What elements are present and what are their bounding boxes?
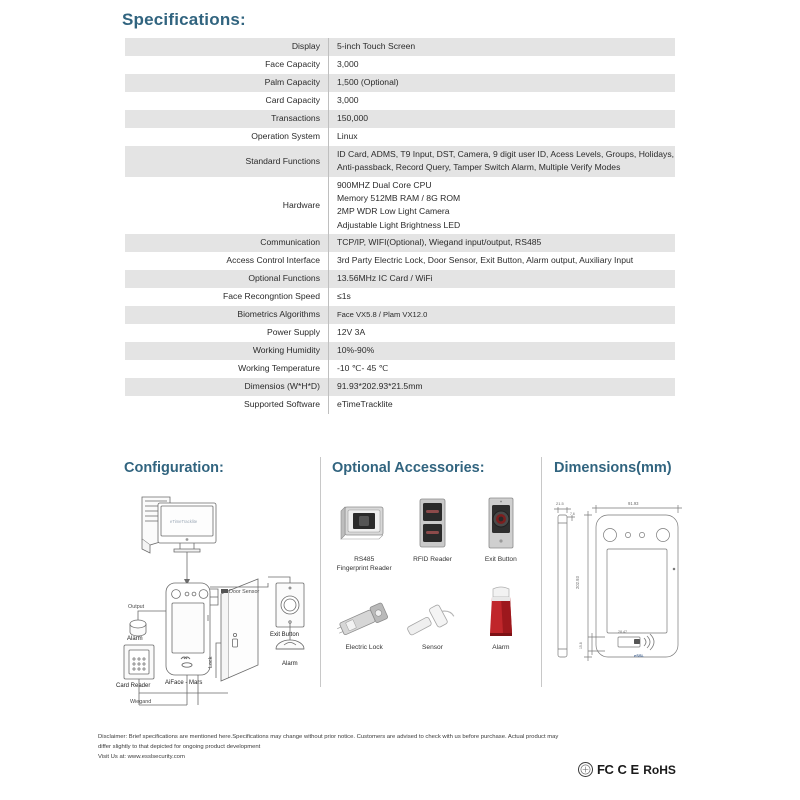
spec-row-label: Communication — [260, 237, 320, 248]
accessory-caption: Exit Button — [484, 556, 517, 563]
config-label-wiegand: Wiegand — [130, 699, 152, 705]
spec-value-line: 5-inch Touch Screen — [337, 41, 416, 52]
config-label-lock: Lock — [208, 656, 214, 668]
alarm-siren-icon — [467, 579, 535, 641]
accessory-item[interactable] — [467, 491, 535, 573]
spec-row-value — [329, 234, 676, 252]
spec-value-line: 91.93*202.93*21.5mm — [337, 381, 423, 392]
dim-height-label: 202.93 — [575, 576, 580, 589]
panel-divider-right — [541, 457, 542, 687]
fcc-logo: FC — [597, 762, 614, 777]
spec-row — [125, 38, 675, 56]
accessory-caption: RFID Reader — [413, 556, 452, 563]
spec-row-label: Standard Functions — [245, 155, 320, 166]
spec-row-label: Power Supply — [266, 327, 320, 338]
spec-row-label: Optional Functions — [248, 273, 320, 284]
dim-depth-sub: 7.6 — [570, 512, 575, 516]
config-label-alarm-right: Alarm — [282, 661, 298, 667]
spec-row-value — [329, 110, 676, 128]
spec-row — [125, 146, 675, 177]
footer-disclaimer — [98, 733, 708, 760]
accessory-caption: Electric Lock — [345, 644, 383, 652]
accessories-grid — [330, 491, 535, 653]
spec-row — [125, 56, 675, 74]
dim-rfid-label: 28.47 — [618, 630, 627, 634]
spec-value-line: 2MP WDR Low Light Camera — [337, 206, 450, 217]
disclaimer-line-1: Disclaimer: Brief specifications are mentioned here.Specifications may change without prior notice. Customers are advised to check with us before purchase. Actual product may — [98, 734, 559, 740]
accessory-item[interactable] — [330, 491, 398, 573]
spec-value-line: eTimeTracklite — [337, 399, 393, 410]
spec-row-value — [329, 288, 676, 306]
electric-lock-icon — [330, 579, 398, 641]
spec-row-label: Working Temperature — [238, 363, 320, 374]
spec-row-value — [329, 360, 676, 378]
dim-width-label: 91.93 — [628, 501, 639, 506]
dim-bottom-label: 15.8 — [579, 642, 583, 649]
spec-row-label: Working Humidity — [252, 345, 320, 356]
spec-value-line: Adjustable Light Brightness LED — [337, 219, 461, 230]
spec-row — [125, 396, 675, 414]
config-label-alarm-left: Alarm — [127, 636, 143, 642]
spec-row-value — [329, 306, 676, 324]
spec-value-line: 3rd Party Electric Lock, Door Sensor, Exit Button, Alarm output, Auxiliary Input — [337, 255, 634, 266]
spec-row-label: Card Capacity — [265, 95, 320, 106]
spec-value-line: 1,500 (Optional) — [337, 77, 399, 88]
spec-row — [125, 74, 675, 92]
spec-row-value — [329, 270, 676, 288]
spec-row — [125, 92, 675, 110]
config-label-door-sensor: Door Sensor — [229, 589, 260, 595]
configuration-diagram — [108, 493, 323, 708]
spec-row-value — [329, 128, 676, 146]
accessory-caption: RS485 Fingerprint Reader — [336, 556, 392, 572]
spec-row-value — [329, 396, 676, 414]
specifications-heading: Specifications: — [122, 10, 246, 29]
spec-row — [125, 306, 675, 324]
config-label-exit-button: Exit Button — [270, 632, 300, 638]
accessory-item[interactable] — [467, 579, 535, 653]
dimensions-heading: Dimensions(mm) — [554, 460, 672, 476]
spec-row — [125, 270, 675, 288]
certification-logos — [578, 762, 676, 777]
spec-row-value — [329, 252, 676, 270]
spec-value-line: Linux — [337, 131, 358, 142]
spec-row-label: Hardware — [282, 199, 320, 210]
spec-row — [125, 288, 675, 306]
spec-row-value — [329, 74, 676, 92]
spec-row — [125, 360, 675, 378]
spec-row-label: Dimensios (W*H*D) — [244, 381, 320, 392]
accessories-heading: Optional Accessories: — [332, 460, 485, 476]
spec-row — [125, 177, 675, 234]
spec-row-value — [329, 324, 676, 342]
spec-value-line: 10%-90% — [337, 345, 375, 356]
spec-row-label: Face Recongntion Speed — [223, 291, 320, 302]
spec-row — [125, 324, 675, 342]
spec-value-line: Anti-passback, Record Query, Tamper Switch Alarm, Multiple Verify Modes — [337, 162, 621, 173]
spec-row-label: Operation System — [251, 131, 320, 142]
spec-row — [125, 378, 675, 396]
spec-value-line: TCP/IP, WIFI(Optional), Wiegand input/output, RS485 — [337, 237, 542, 248]
spec-value-line: 3,000 — [337, 95, 359, 106]
exit-button-icon — [467, 491, 535, 553]
spec-row-value — [329, 378, 676, 396]
config-label-output: Output — [128, 604, 145, 610]
accessory-caption: Alarm — [492, 644, 510, 652]
disclaimer-line-2: differ slightly to that depicted for ongoing product development — [98, 743, 261, 750]
certification-seal-icon — [578, 762, 593, 777]
spec-row-value — [329, 56, 676, 74]
ce-logo: C E — [617, 762, 640, 777]
spec-row-value — [329, 342, 676, 360]
spec-value-line: -10 ℃- 45 ℃ — [337, 363, 389, 374]
rohs-logo: RoHS — [643, 762, 676, 777]
door-sensor-icon — [398, 579, 466, 641]
spec-value-line: 13.56MHz IC Card / WiFi — [337, 273, 433, 284]
spec-value-line: 3,000 — [337, 59, 359, 70]
accessory-item[interactable] — [330, 579, 398, 653]
dim-depth-label: 21.5 — [556, 501, 564, 506]
spec-row — [125, 110, 675, 128]
rfid-reader-icon — [398, 491, 466, 553]
spec-row — [125, 252, 675, 270]
spec-row-label: Palm Capacity — [264, 77, 320, 88]
config-label-card-reader: Card Reader — [116, 683, 151, 689]
spec-value-line: ≤1s — [337, 291, 351, 302]
dimensions-drawing — [548, 491, 698, 691]
spec-row — [125, 234, 675, 252]
accessory-item[interactable] — [398, 491, 466, 573]
spec-row-value — [329, 38, 676, 56]
spec-row-value — [329, 146, 676, 177]
spec-value-line: 900MHZ Dual Core CPU — [337, 179, 432, 190]
spec-row — [125, 128, 675, 146]
spec-value-line: 12V 3A — [337, 327, 366, 338]
spec-row-value — [329, 92, 676, 110]
spec-row-label: Access Control Interface — [226, 255, 320, 266]
spec-value-line: Memory 512MB RAM / 8G ROM — [337, 192, 461, 203]
spec-row-label: Face Capacity — [265, 59, 320, 70]
spec-row-label: Transactions — [271, 113, 320, 124]
spec-value-line: Face VX5.8 / Plam VX12.0 — [337, 309, 428, 319]
configuration-heading: Configuration: — [124, 460, 224, 476]
spec-row-label: Supported Software — [244, 399, 320, 410]
spec-value-line: ID Card, ADMS, T9 Input, DST, Camera, 9 digit user ID, Acess Levels, Groups, Holidays, — [337, 149, 675, 159]
bottom-panels — [0, 455, 800, 720]
spec-row-label: Biometrics Algorithms — [237, 309, 320, 320]
spec-value-line: 150,000 — [337, 113, 369, 124]
accessory-caption: Sensor — [422, 644, 443, 652]
spec-row-value — [329, 177, 676, 234]
specifications-table — [125, 38, 675, 414]
spec-row — [125, 342, 675, 360]
fingerprint-reader-icon — [330, 491, 398, 553]
config-monitor-screen-label: eTimeTracklite — [170, 519, 198, 524]
brand-label: eSSL — [634, 653, 645, 658]
visit-url: Visit Us at: www.esslsecurity.com — [98, 754, 185, 761]
config-label-device: AiFace - Mars — [165, 680, 203, 686]
accessory-item[interactable] — [398, 579, 466, 653]
spec-row-label: Display — [291, 41, 320, 52]
